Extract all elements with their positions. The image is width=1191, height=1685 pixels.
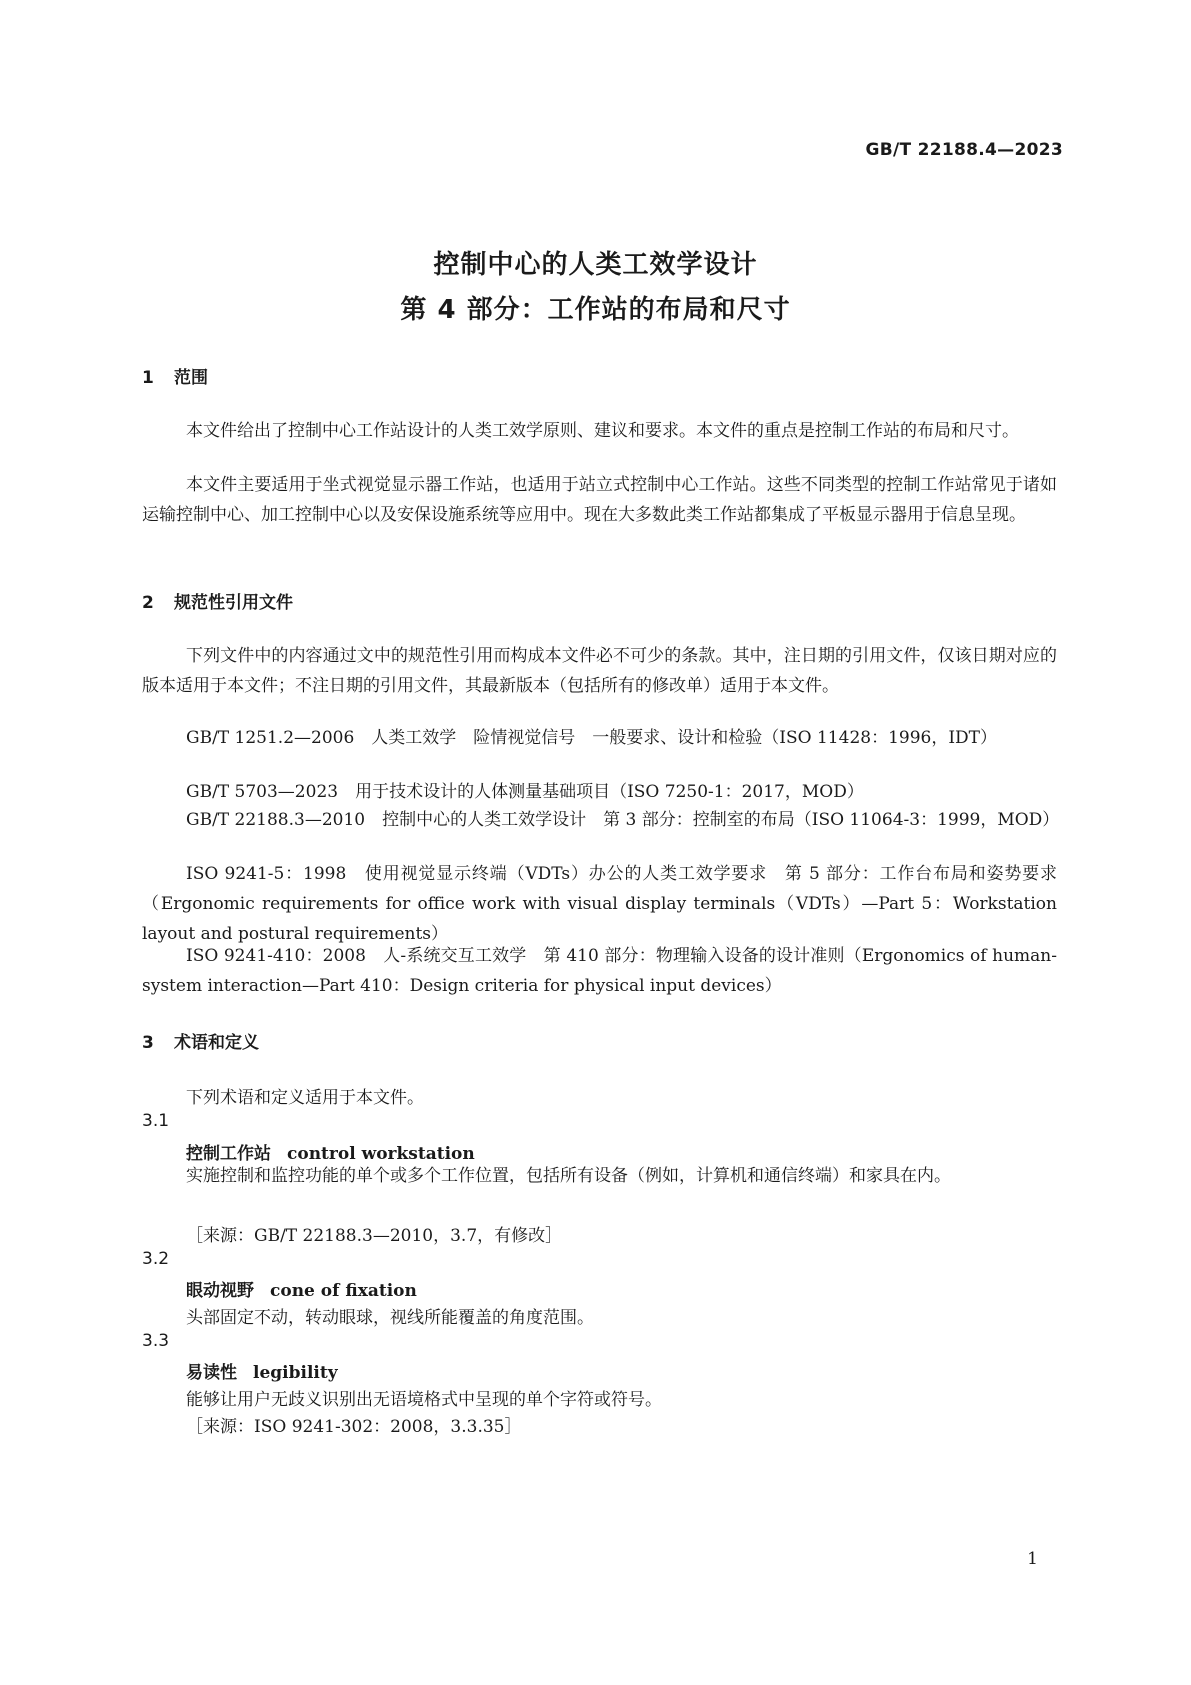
section-title: 规范性引用文件 [174, 593, 293, 613]
term-definition: 实施控制和监控功能的单个或多个工作位置，包括所有设备（例如，计算机和通信终端）和家具在内。 [186, 1166, 951, 1186]
term-source: ［来源：GB/T 22188.3—2010，3.7，有修改］ [186, 1226, 563, 1246]
term-english: legibility [253, 1363, 338, 1383]
term-number: 3.2 [142, 1249, 170, 1269]
title-line-2: 第 4 部分：工作站的布局和尺寸 [400, 295, 791, 325]
section-1-heading [142, 363, 208, 388]
section-1-paragraph-1: 本文件给出了控制中心工作站设计的人类工效学原则、建议和要求。本文件的重点是控制工作站的布局和尺寸。 [186, 421, 1019, 441]
section-number: 2 [142, 593, 154, 613]
term-number: 3.3 [142, 1331, 170, 1351]
standard-number: GB/T 22188.4—2023 [865, 140, 1063, 160]
term-definition: 能够让用户无歧义识别出无语境格式中呈现的单个字符或符号。 [186, 1390, 662, 1410]
section-2-heading [142, 588, 293, 613]
section-number: 3 [142, 1033, 154, 1053]
section-title: 术语和定义 [174, 1033, 259, 1053]
term-chinese: 控制工作站 [186, 1144, 271, 1164]
term-chinese: 易读性 [186, 1363, 237, 1383]
section-2-intro: 下列文件中的内容通过文中的规范性引用而构成本文件必不可少的条款。其中，注日期的引用文件，仅该日期对应的版本适用于本文件；不注日期的引用文件，其最新版本（包括所有的修改单）适用于本文件。 [142, 646, 1057, 696]
reference-item: GB/T 22188.3—2010 控制中心的人类工效学设计 第 3 部分：控制室的布局（ISO 11064-3：1999，MOD） [186, 810, 1060, 830]
term-name [186, 1358, 338, 1383]
section-number: 1 [142, 368, 154, 388]
reference-item: ISO 9241-5：1998 使用视觉显示终端（VDTs）办公的人类工效学要求 第 5 部分：工作台布局和姿势要求（Ergonomic requirements for office work with visual display terminals（VDTs）—Part 5：Workstation layout and postural requirements） [142, 864, 1057, 944]
reference-item: GB/T 5703—2023 用于技术设计的人体测量基础项目（ISO 7250-1：2017，MOD） [186, 782, 864, 802]
page-number: 1 [1027, 1549, 1038, 1569]
section-title: 范围 [174, 368, 208, 388]
term-english: cone of fixation [270, 1281, 417, 1301]
reference-item: ISO 9241-410：2008 人-系统交互工效学 第 410 部分：物理输入设备的设计准则（Ergonomics of human-system interaction—Part 410：Design criteria for physical input devices） [142, 946, 1057, 996]
reference-item: GB/T 1251.2—2006 人类工效学 险情视觉信号 一般要求、设计和检验（ISO 11428：1996，IDT） [186, 728, 998, 748]
title-line-1: 控制中心的人类工效学设计 [433, 250, 758, 280]
section-3-intro: 下列术语和定义适用于本文件。 [186, 1088, 424, 1108]
term-number: 3.1 [142, 1111, 170, 1131]
term-chinese: 眼动视野 [186, 1281, 254, 1301]
term-definition: 头部固定不动，转动眼球，视线所能覆盖的角度范围。 [186, 1308, 594, 1328]
term-english: control workstation [287, 1144, 475, 1164]
section-1-paragraph-2: 本文件主要适用于坐式视觉显示器工作站，也适用于站立式控制中心工作站。这些不同类型的控制工作站常见于诸如运输控制中心、加工控制中心以及安保设施系统等应用中。现在大多数此类工作站都集成了平板显示器用于信息呈现。 [142, 475, 1057, 525]
section-3-heading [142, 1028, 259, 1053]
term-source: ［来源：ISO 9241-302：2008，3.3.35］ [186, 1417, 522, 1437]
term-name [186, 1276, 417, 1301]
